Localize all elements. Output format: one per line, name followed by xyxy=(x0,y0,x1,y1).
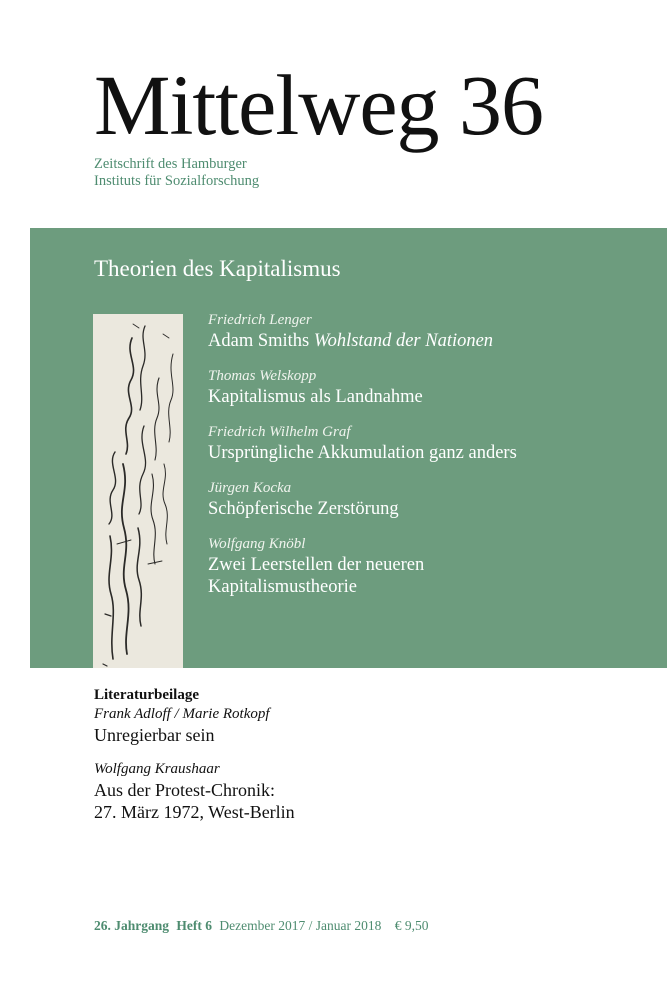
article-title-line-2: Kapitalismustheorie xyxy=(208,577,357,597)
subtitle-line-2: Instituts für Sozialforschung xyxy=(94,173,260,189)
literature-author: Wolfgang Kraushaar xyxy=(94,761,220,777)
literature-section xyxy=(94,686,634,823)
article-title: Kapitalismus als Landnahme xyxy=(208,387,423,407)
article-author: Jürgen Kocka xyxy=(208,480,292,496)
volume-number: 26. Jahrgang xyxy=(94,918,170,933)
issue-price: € 9,50 xyxy=(394,918,429,933)
article-author: Wolfgang Knöbl xyxy=(208,536,306,552)
article-item xyxy=(208,423,648,464)
subtitle-line-1: Zeitschrift des Hamburger xyxy=(94,156,247,172)
literature-author: Frank Adloff / Marie Rotkopf xyxy=(94,706,270,722)
literature-heading: Literaturbeilage xyxy=(94,687,199,703)
manuscript-image xyxy=(93,314,183,668)
issue-info xyxy=(94,918,432,934)
issue-date: Dezember 2017 / Januar 2018 xyxy=(219,918,382,933)
article-item xyxy=(208,311,648,352)
literature-title: Unregierbar sein xyxy=(94,725,215,745)
article-title xyxy=(208,330,648,352)
article-title-plain: Adam Smiths xyxy=(208,331,314,351)
issue-number: Heft 6 xyxy=(176,918,212,933)
article-author: Thomas Welskopp xyxy=(208,368,317,384)
literature-title-line-2: 27. März 1972, West-Berlin xyxy=(94,802,295,822)
literature-title-line-1: Aus der Protest-Chronik: xyxy=(94,780,275,800)
article-title: Ursprüngliche Akkumulation ganz anders xyxy=(208,443,517,463)
journal-subtitle xyxy=(94,156,259,190)
article-item xyxy=(208,367,648,408)
article-item xyxy=(208,535,648,598)
article-title: Schöpferische Zerstörung xyxy=(208,499,399,519)
article-author: Friedrich Lenger xyxy=(208,312,312,328)
theme-title: Theorien des Kapitalismus xyxy=(94,256,341,281)
literature-title xyxy=(94,779,634,823)
theme-panel xyxy=(30,228,667,668)
handwriting-illustration xyxy=(93,314,183,668)
article-item xyxy=(208,479,648,520)
article-title xyxy=(208,554,648,598)
article-author: Friedrich Wilhelm Graf xyxy=(208,424,351,440)
article-title-line-1: Zwei Leerstellen der neueren xyxy=(208,555,425,575)
article-title-italic: Wohlstand der Nationen xyxy=(313,331,494,351)
article-list xyxy=(208,311,648,613)
journal-title: Mittelweg 36 xyxy=(94,57,543,153)
